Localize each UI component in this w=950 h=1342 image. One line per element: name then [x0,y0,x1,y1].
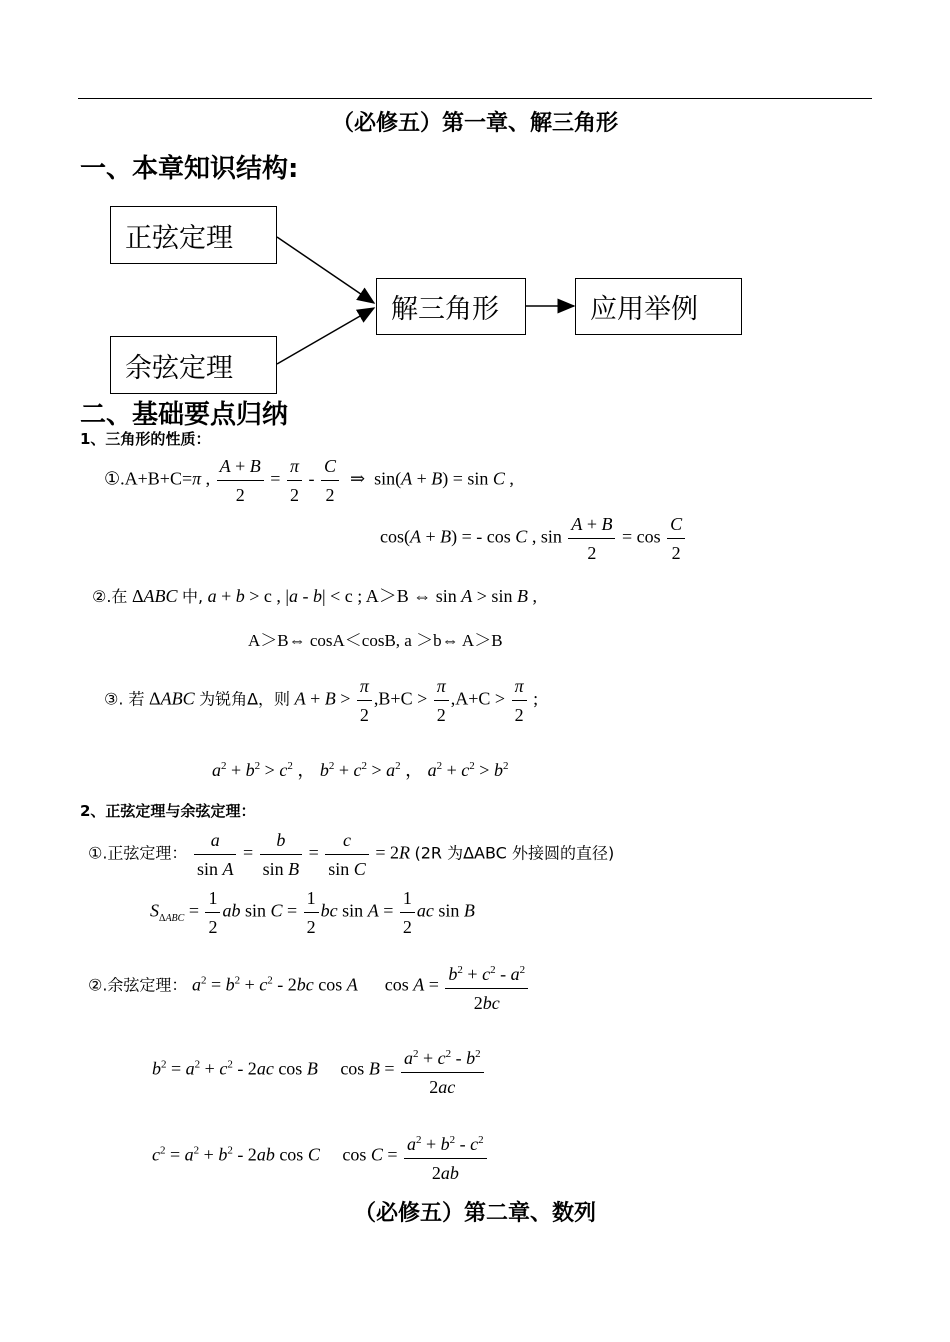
box-cosine-theorem: 余弦定理 [110,336,277,394]
formula-side-inequality: ②.在 ΔABC 中, a + b > c , |a - b| < c ; A＞B ⇔ sin A > sin B , [92,586,537,606]
subsection1-title: 1、三角形的性质： [80,430,211,448]
section1-title: 一、本章知识结构: [80,154,299,184]
formula-acute-triangle: ③. 若 ΔABC 为锐角Δ，则 A + B > $\frac{\pi}{2}$ ,B+C > $\frac{\pi}{2}$ ,A+C > $\frac{\pi}{2}$ ; [104,672,538,729]
box-solve-triangle: 解三角形 [376,278,526,335]
chapter2-title: （必修五）第二章、数列 [353,1201,596,1226]
chapter1-title: （必修五）第一章、解三角形 [331,111,618,136]
arrow-sine-to-solve [277,237,374,303]
arrow-cosine-to-solve [277,308,374,364]
box-application: 应用举例 [575,278,742,335]
subsection2-title: 2、正弦定理与余弦定理： [80,802,256,820]
formula-sine-theorem: ①.正弦定理： $\frac{a}{\text{sin A}}$ = $\frac{b}{\text{sin B}}$ = $\frac{c}{\text{sin C}}$ = 2R (2R 为ΔABC 外接圆的直径) [88,826,614,883]
formula-acute-squares: $a^2 + b^2 > c^2$ ， $b^2 + c^2 > a^2$ ， $a^2 + c^2 > b^2$ [212,760,509,780]
formula-cosine-b: $b^2 = a^2 + c^2 - 2ac$ cos B cos B = $\frac{a^2 + c^2 - b^2}{2ac}$ [152,1040,486,1101]
formula-angle-side-relation: A＞B⇔ cosA＜cosB, a ＞b⇔ A＞B [248,631,503,650]
box-sine-theorem: 正弦定理 [110,206,277,264]
section2-title: 二、基础要点归纳 [80,400,289,430]
formula-triangle-area: $S_{\Delta ABC}$ = $\frac{1}{2}$ ab sin C = $\frac{1}{2}$ bc sin A = $\frac{1}{2}$ ac sin B [150,884,475,941]
formula-angle-sum: ①.A+B+C=π , $\frac{A + B}{2}$ = $\frac{\pi}{2}$ - $\frac{C}{2}$ ⇒ sin(A + B) = sin C , [104,452,514,509]
formula-cos-sum: cos(A + B) = - cos C , sin $\frac{A + B}{2}$ = cos $\frac{C}{2}$ [380,510,687,567]
formula-cosine-a: ②.余弦定理： $a^2 = b^2 + c^2 - 2bc$ cos A cos A = $\frac{b^2 + c^2 - a^2}{2bc}$ [88,956,530,1017]
formula-cosine-c: $c^2 = a^2 + b^2 - 2ab$ cos C cos C = $\frac{a^2 + b^2 - c^2}{2ab}$ [152,1126,489,1187]
